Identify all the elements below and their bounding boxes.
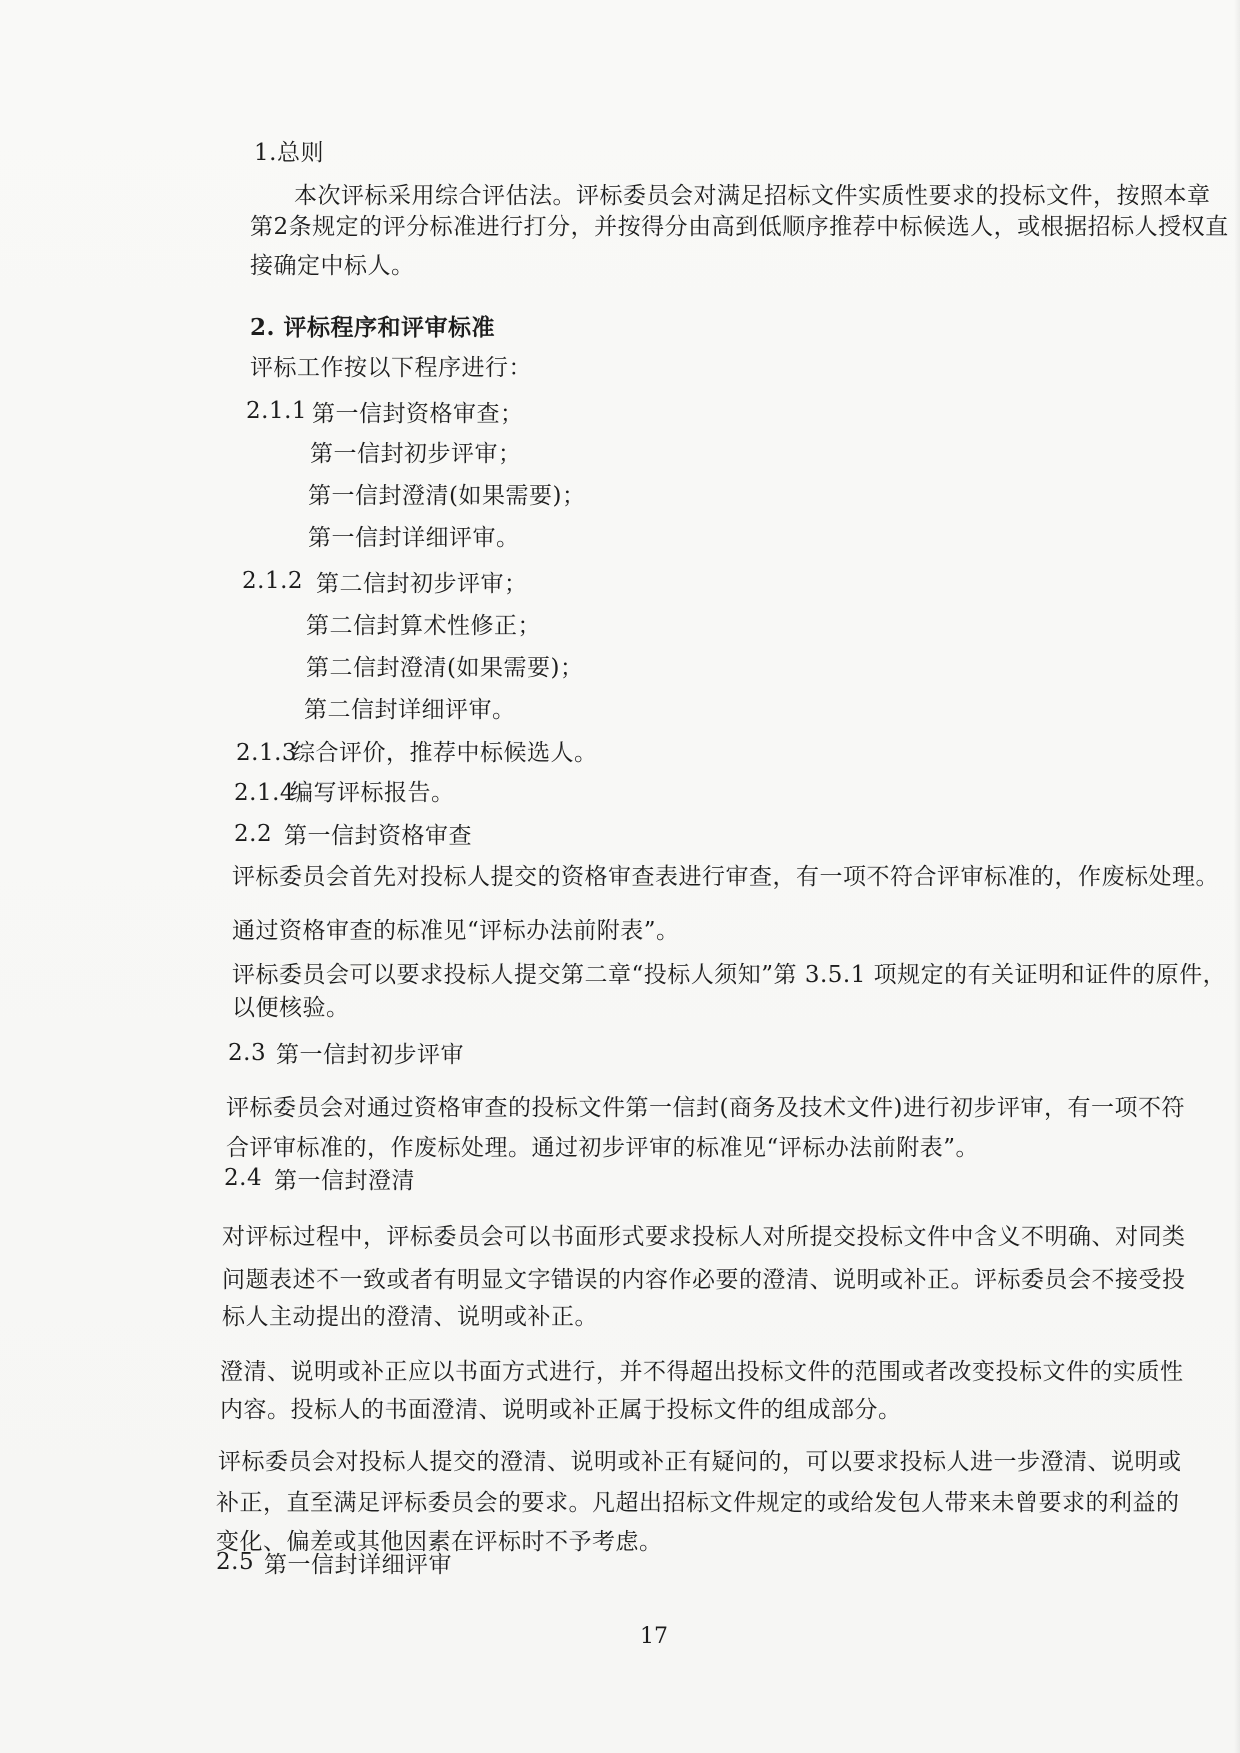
- section-2-4-line: 问题表述不一致或者有明显文字错误的内容作必要的澄清、说明或补正。评标委员会不接受投: [222, 1267, 1186, 1293]
- section-2-2-line: 评标委员会首先对投标人提交的资格审查表进行审查，有一项不符合评审标准的，作废标处理。: [232, 864, 1219, 890]
- item-2-1-1-line: 第一信封详细评审。: [308, 525, 520, 551]
- item-2-1-2-line: 第二信封初步评审；: [316, 571, 528, 597]
- procedure-intro: 评标工作按以下程序进行：: [250, 355, 532, 381]
- item-2-1-1-line: 第一信封资格审查；: [312, 401, 524, 427]
- item-2-1-2-number: 2.1.2: [242, 568, 304, 594]
- section-2-3-title: 第一信封初步评审: [276, 1042, 464, 1068]
- heading-general: 1.总则: [254, 140, 324, 166]
- section-2-2-title: 第一信封资格审查: [284, 823, 472, 849]
- section-2-4-line: 变化、偏差或其他因素在评标时不予考虑。: [216, 1529, 663, 1555]
- page-number: 17: [640, 1624, 668, 1649]
- item-2-1-4-number: 2.1.4: [234, 780, 296, 806]
- item-2-1-2-line: 第二信封算术性修正；: [306, 613, 541, 639]
- paragraph-line: 第2条规定的评分标准进行打分，并按得分由高到低顺序推荐中标候选人，或根据招标人授权直: [250, 214, 1229, 240]
- section-2-3-number: 2.3: [228, 1040, 267, 1066]
- section-2-5-title: 第一信封详细评审: [264, 1552, 452, 1578]
- section-2-4-line: 内容。投标人的书面澄清、说明或补正属于投标文件的组成部分。: [220, 1397, 902, 1423]
- heading-procedure: 2. 评标程序和评审标准: [250, 314, 496, 341]
- item-2-1-1-number: 2.1.1: [246, 398, 308, 424]
- paragraph-line: 接确定中标人。: [250, 253, 415, 279]
- section-2-2-line: 通过资格审查的标准见“评标办法前附表”。: [232, 918, 680, 944]
- section-2-4-line: 对评标过程中，评标委员会可以书面形式要求投标人对所提交投标文件中含义不明确、对同类: [222, 1224, 1186, 1250]
- section-2-4-title: 第一信封澄清: [274, 1168, 415, 1194]
- section-2-4-line: 评标委员会对投标人提交的澄清、说明或补正有疑问的，可以要求投标人进一步澄清、说明或: [218, 1449, 1182, 1475]
- item-2-1-2-line: 第二信封详细评审。: [304, 697, 516, 723]
- section-2-2-line: 以便核验。: [232, 995, 350, 1021]
- item-2-1-2-line: 第二信封澄清(如果需要)；: [306, 655, 584, 681]
- section-2-4-number: 2.4: [224, 1165, 263, 1191]
- section-2-4-line: 补正，直至满足评标委员会的要求。凡超出招标文件规定的或给发包人带来未曾要求的利益的: [216, 1490, 1180, 1516]
- item-2-1-1-line: 第一信封澄清(如果需要)；: [308, 483, 586, 509]
- section-2-4-line: 标人主动提出的澄清、说明或补正。: [222, 1304, 598, 1330]
- item-2-1-4-text: 编写评标报告。: [290, 780, 455, 806]
- section-2-3-line: 合评审标准的，作废标处理。通过初步评审的标准见“评标办法前附表”。: [226, 1135, 980, 1161]
- section-2-2-line: 评标委员会可以要求投标人提交第二章“投标人须知”第 3.5.1 项规定的有关证明和证件的原件，: [232, 962, 1227, 988]
- scan-edge-shadow: [1234, 0, 1240, 1753]
- paragraph-line: 本次评标采用综合评估法。评标委员会对满足招标文件实质性要求的投标文件，按照本章: [294, 183, 1211, 209]
- section-2-4-line: 澄清、说明或补正应以书面方式进行，并不得超出投标文件的范围或者改变投标文件的实质性: [220, 1359, 1184, 1385]
- item-2-1-3-number: 2.1.3: [236, 740, 298, 766]
- item-2-1-3-text: 综合评价，推荐中标候选人。: [292, 740, 598, 766]
- section-2-5-number: 2.5: [216, 1549, 255, 1575]
- item-2-1-1-line: 第一信封初步评审；: [310, 441, 522, 467]
- section-2-3-line: 评标委员会对通过资格审查的投标文件第一信封(商务及技术文件)进行初步评审，有一项不符: [226, 1095, 1185, 1121]
- section-2-2-number: 2.2: [234, 821, 273, 847]
